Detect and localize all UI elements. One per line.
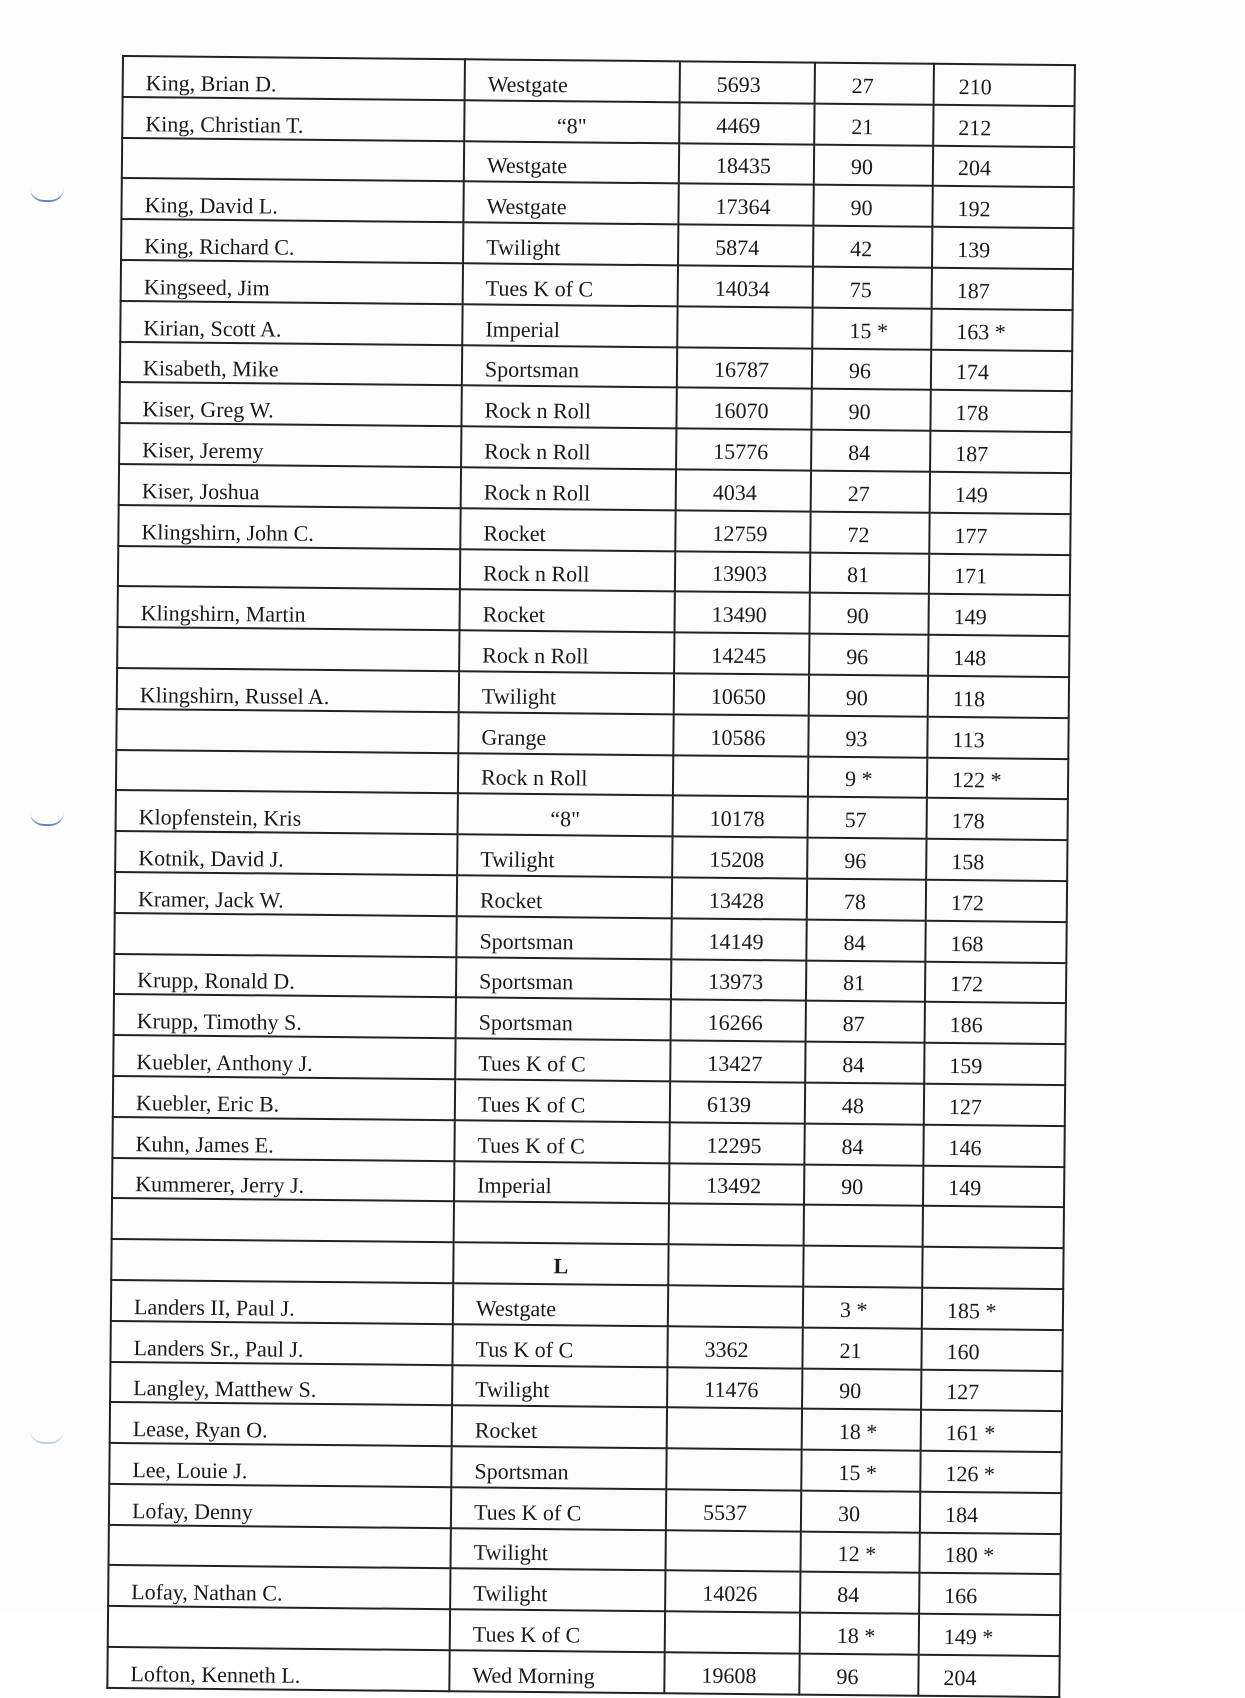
games-cell: 15 * bbox=[812, 307, 931, 349]
bowler-name-cell: Lofay, Nathan C. bbox=[108, 1565, 450, 1609]
average-cell: 168 bbox=[925, 920, 1066, 962]
bowler-name-cell: Kirian, Scott A. bbox=[120, 301, 462, 345]
average-cell: 159 bbox=[924, 1043, 1065, 1085]
section-letter: L bbox=[453, 1242, 668, 1285]
league-cell: Tues K of C bbox=[454, 1120, 669, 1163]
games-cell: 18 * bbox=[800, 1613, 919, 1655]
league-cell: Rock n Roll bbox=[461, 467, 676, 510]
total-pins-cell: 14034 bbox=[678, 265, 813, 307]
total-pins-cell: 5537 bbox=[666, 1489, 801, 1531]
total-pins-cell: 5874 bbox=[678, 225, 813, 267]
average-cell: 178 bbox=[930, 390, 1071, 432]
league-cell: Rock n Roll bbox=[461, 386, 676, 429]
games-cell: 9 * bbox=[808, 756, 927, 798]
league-cell: Tues K of C bbox=[463, 263, 678, 306]
bowler-name-cell: Lease, Ryan O. bbox=[110, 1402, 452, 1446]
games-cell: 84 bbox=[804, 1123, 923, 1165]
games-cell: 21 bbox=[802, 1327, 921, 1369]
total-pins-cell bbox=[669, 1204, 804, 1246]
games-cell: 90 bbox=[804, 1164, 923, 1206]
average-cell: 178 bbox=[927, 798, 1068, 840]
bowler-name-cell: King, Christian T. bbox=[122, 97, 464, 141]
games-cell: 12 * bbox=[800, 1531, 919, 1573]
average-cell: 210 bbox=[934, 64, 1075, 106]
games-cell: 78 bbox=[807, 879, 926, 921]
total-pins-cell: 16070 bbox=[676, 388, 811, 430]
average-cell: 192 bbox=[932, 186, 1073, 228]
total-pins-cell: 14245 bbox=[674, 632, 809, 674]
games-cell: 93 bbox=[808, 715, 927, 757]
bowler-name-cell: Landers Sr., Paul J. bbox=[110, 1321, 452, 1365]
table-body bbox=[107, 56, 1075, 1697]
games-cell: 81 bbox=[810, 552, 929, 594]
league-cell: Tues K of C bbox=[450, 1610, 665, 1653]
bowler-name-cell bbox=[117, 627, 459, 671]
total-pins-cell: 4034 bbox=[676, 469, 811, 511]
bowler-name-cell: Kiser, Greg W. bbox=[119, 382, 461, 426]
league-cell: Twilight bbox=[463, 222, 678, 265]
average-cell: 127 bbox=[924, 1084, 1065, 1126]
games-cell: 15 * bbox=[801, 1450, 920, 1492]
bowler-name-cell: Klingshirn, Martin bbox=[118, 586, 460, 630]
average-cell: 161 * bbox=[921, 1410, 1062, 1452]
total-pins-cell: 6139 bbox=[670, 1081, 805, 1123]
league-cell: Westgate bbox=[453, 1283, 668, 1326]
league-cell: Twilight bbox=[452, 1365, 667, 1408]
games-cell: 75 bbox=[813, 267, 932, 309]
punch-hole-mark bbox=[30, 188, 64, 202]
games-cell: 96 bbox=[807, 838, 926, 880]
league-cell: Rocket bbox=[460, 508, 675, 551]
bowler-name-cell: Kiser, Joshua bbox=[119, 464, 461, 508]
total-pins-cell: 17364 bbox=[678, 184, 813, 226]
total-pins-cell: 4469 bbox=[679, 102, 814, 144]
average-cell: 171 bbox=[929, 553, 1070, 595]
games-cell: 96 bbox=[812, 348, 931, 390]
average-cell: 177 bbox=[929, 513, 1070, 555]
total-pins-cell: 10586 bbox=[673, 714, 808, 756]
league-cell: Twilight bbox=[450, 1528, 665, 1571]
games-cell: 18 * bbox=[802, 1409, 921, 1451]
average-cell: 139 bbox=[932, 227, 1073, 269]
bowler-name-cell: Langley, Matthew S. bbox=[110, 1361, 452, 1405]
games-cell: 72 bbox=[810, 511, 929, 553]
bowler-name-cell: Lofay, Denny bbox=[109, 1484, 451, 1528]
bowler-name-cell bbox=[122, 138, 464, 182]
average-cell: 163 * bbox=[931, 309, 1072, 351]
average-cell: 149 bbox=[928, 594, 1069, 636]
average-cell: 126 * bbox=[920, 1451, 1061, 1493]
league-cell: Sportsman bbox=[456, 957, 671, 1000]
league-cell bbox=[454, 1202, 669, 1245]
total-pins-cell bbox=[667, 1408, 802, 1450]
games-cell: 84 bbox=[811, 430, 930, 472]
bowler-name-cell: Klingshirn, John C. bbox=[118, 505, 460, 549]
bowler-name-cell bbox=[108, 1606, 450, 1650]
league-cell: Rock n Roll bbox=[459, 630, 674, 673]
games-cell: 90 bbox=[813, 185, 932, 227]
total-pins-cell bbox=[666, 1448, 801, 1490]
total-pins-cell: 13973 bbox=[671, 959, 806, 1001]
bowler-name-cell: Kuebler, Anthony J. bbox=[113, 1035, 455, 1079]
average-cell: 185 * bbox=[922, 1288, 1063, 1330]
bowler-name-cell: Kramer, Jack W. bbox=[115, 872, 457, 916]
bowler-name-cell: Klopfenstein, Kris bbox=[116, 790, 458, 834]
average-cell: 204 bbox=[918, 1655, 1059, 1697]
bowler-name-cell: Krupp, Timothy S. bbox=[114, 994, 456, 1038]
punch-hole-mark bbox=[30, 1430, 64, 1444]
league-cell: Rock n Roll bbox=[461, 426, 676, 469]
empty-cell bbox=[803, 1246, 922, 1288]
total-pins-cell: 15208 bbox=[672, 836, 807, 878]
empty-cell bbox=[668, 1244, 803, 1286]
games-cell: 87 bbox=[806, 1001, 925, 1043]
total-pins-cell: 12295 bbox=[669, 1122, 804, 1164]
bowler-name-cell: Krupp, Ronald D. bbox=[114, 953, 456, 997]
games-cell: 3 * bbox=[803, 1287, 922, 1329]
average-cell: 149 bbox=[923, 1165, 1064, 1207]
average-cell bbox=[923, 1206, 1064, 1248]
league-cell: Rock n Roll bbox=[460, 549, 675, 592]
league-cell: Sportsman bbox=[462, 345, 677, 388]
bowler-name-cell: King, David L. bbox=[121, 178, 463, 222]
table-row bbox=[107, 1647, 1059, 1697]
average-cell: 148 bbox=[928, 635, 1069, 677]
bowler-name-cell: King, Richard C. bbox=[121, 219, 463, 263]
average-cell: 149 * bbox=[919, 1614, 1060, 1656]
bowler-name-cell: Kuhn, James E. bbox=[112, 1117, 454, 1161]
total-pins-cell: 16266 bbox=[671, 1000, 806, 1042]
bowler-name-cell: Lee, Louie J. bbox=[109, 1443, 451, 1487]
average-cell: 127 bbox=[921, 1369, 1062, 1411]
total-pins-cell bbox=[665, 1612, 800, 1654]
games-cell: 27 bbox=[815, 63, 934, 105]
league-cell: Tues K of C bbox=[455, 1038, 670, 1081]
league-cell: Twilight bbox=[459, 671, 674, 714]
punch-hole-mark bbox=[30, 812, 64, 826]
bowler-name-cell: Landers II, Paul J. bbox=[111, 1280, 453, 1324]
total-pins-cell: 13903 bbox=[675, 551, 810, 593]
total-pins-cell: 14026 bbox=[665, 1571, 800, 1613]
bowler-name-cell bbox=[109, 1525, 451, 1569]
games-cell: 96 bbox=[799, 1654, 918, 1696]
bowler-name-cell: Kotnik, David J. bbox=[115, 831, 457, 875]
total-pins-cell: 13490 bbox=[674, 592, 809, 634]
average-cell: 113 bbox=[927, 717, 1068, 759]
bowler-name-cell bbox=[112, 1198, 454, 1242]
total-pins-cell: 16787 bbox=[677, 347, 812, 389]
bowler-name-cell bbox=[114, 913, 456, 957]
total-pins-cell: 10650 bbox=[674, 673, 809, 715]
average-cell: 184 bbox=[920, 1492, 1061, 1534]
total-pins-cell: 14149 bbox=[671, 918, 806, 960]
league-cell: Grange bbox=[458, 712, 673, 755]
games-cell: 21 bbox=[814, 103, 933, 145]
average-cell: 180 * bbox=[919, 1532, 1060, 1574]
total-pins-cell: 13427 bbox=[670, 1040, 805, 1082]
games-cell: 84 bbox=[805, 1042, 924, 1084]
total-pins-cell: 13428 bbox=[672, 877, 807, 919]
league-cell: Twilight bbox=[457, 834, 672, 877]
league-cell: Westgate bbox=[464, 141, 679, 184]
games-cell: 81 bbox=[806, 960, 925, 1002]
bowler-name-cell: Kummerer, Jerry J. bbox=[112, 1157, 454, 1201]
average-cell: 158 bbox=[926, 839, 1067, 881]
league-cell: Rocket bbox=[457, 875, 672, 918]
bowler-name-cell bbox=[118, 546, 460, 590]
average-cell: 186 bbox=[925, 1002, 1066, 1044]
total-pins-cell: 5693 bbox=[680, 61, 815, 103]
games-cell: 90 bbox=[802, 1368, 921, 1410]
league-cell: “8" bbox=[464, 100, 679, 143]
total-pins-cell: 18435 bbox=[679, 143, 814, 185]
total-pins-cell bbox=[673, 755, 808, 797]
games-cell: 90 bbox=[809, 675, 928, 717]
total-pins-cell bbox=[665, 1530, 800, 1572]
league-cell: Rock n Roll bbox=[458, 753, 673, 796]
bowler-averages-table bbox=[106, 55, 1076, 1698]
average-cell: 187 bbox=[930, 431, 1071, 473]
games-cell: 90 bbox=[811, 389, 930, 431]
total-pins-cell bbox=[668, 1285, 803, 1327]
league-cell: Sportsman bbox=[456, 998, 671, 1041]
average-cell: 172 bbox=[925, 961, 1066, 1003]
average-cell: 146 bbox=[923, 1124, 1064, 1166]
league-cell: Westgate bbox=[463, 182, 678, 225]
total-pins-cell: 11476 bbox=[667, 1367, 802, 1409]
games-cell: 84 bbox=[806, 919, 925, 961]
bowler-name-cell: Kuebler, Eric B. bbox=[113, 1076, 455, 1120]
league-cell: Westgate bbox=[465, 59, 680, 102]
average-cell: 172 bbox=[926, 880, 1067, 922]
games-cell: 42 bbox=[813, 226, 932, 268]
bowler-name-cell: Kiser, Jeremy bbox=[119, 423, 461, 467]
empty-cell bbox=[111, 1239, 453, 1283]
league-cell: Tues K of C bbox=[455, 1079, 670, 1122]
bowler-name-cell bbox=[116, 709, 458, 753]
league-cell: “8" bbox=[458, 794, 673, 837]
league-cell: Imperial bbox=[462, 304, 677, 347]
games-cell: 30 bbox=[801, 1490, 920, 1532]
average-cell: 166 bbox=[919, 1573, 1060, 1615]
average-cell: 118 bbox=[928, 676, 1069, 718]
average-cell: 212 bbox=[933, 105, 1074, 147]
empty-cell bbox=[922, 1247, 1063, 1289]
bowler-name-cell: Klingshirn, Russel A. bbox=[117, 668, 459, 712]
games-cell: 57 bbox=[808, 797, 927, 839]
league-cell: Rocket bbox=[452, 1406, 667, 1449]
league-cell: Sportsman bbox=[451, 1446, 666, 1489]
games-cell: 90 bbox=[809, 593, 928, 635]
league-cell: Sportsman bbox=[456, 916, 671, 959]
games-cell: 96 bbox=[809, 634, 928, 676]
games-cell: 48 bbox=[805, 1083, 924, 1125]
average-cell: 204 bbox=[933, 145, 1074, 187]
games-cell: 90 bbox=[814, 144, 933, 186]
bowler-name-cell bbox=[116, 750, 458, 794]
total-pins-cell: 10178 bbox=[673, 796, 808, 838]
league-cell: Tues K of C bbox=[451, 1487, 666, 1530]
games-cell: 27 bbox=[811, 471, 930, 513]
total-pins-cell bbox=[677, 306, 812, 348]
average-cell: 122 * bbox=[927, 757, 1068, 799]
average-cell: 160 bbox=[921, 1328, 1062, 1370]
league-cell: Tus K of C bbox=[452, 1324, 667, 1367]
bowler-name-cell: Kisabeth, Mike bbox=[120, 342, 462, 386]
average-cell: 187 bbox=[932, 268, 1073, 310]
bowler-name-cell: King, Brian D. bbox=[123, 56, 465, 100]
bowler-averages-table-wrapper bbox=[106, 55, 1074, 1698]
total-pins-cell: 3362 bbox=[667, 1326, 802, 1368]
total-pins-cell: 12759 bbox=[675, 510, 810, 552]
games-cell: 84 bbox=[800, 1572, 919, 1614]
bowler-name-cell: Kingseed, Jim bbox=[121, 260, 463, 304]
average-cell: 174 bbox=[931, 349, 1072, 391]
league-cell: Twilight bbox=[450, 1569, 665, 1612]
league-cell: Imperial bbox=[454, 1161, 669, 1204]
league-cell: Wed Morning bbox=[449, 1650, 664, 1693]
total-pins-cell: 15776 bbox=[676, 429, 811, 471]
league-cell: Rocket bbox=[459, 590, 674, 633]
bowler-name-cell: Lofton, Kenneth L. bbox=[107, 1647, 449, 1691]
total-pins-cell: 13492 bbox=[669, 1163, 804, 1205]
games-cell bbox=[804, 1205, 923, 1247]
average-cell: 149 bbox=[930, 472, 1071, 514]
total-pins-cell: 19608 bbox=[664, 1652, 799, 1694]
